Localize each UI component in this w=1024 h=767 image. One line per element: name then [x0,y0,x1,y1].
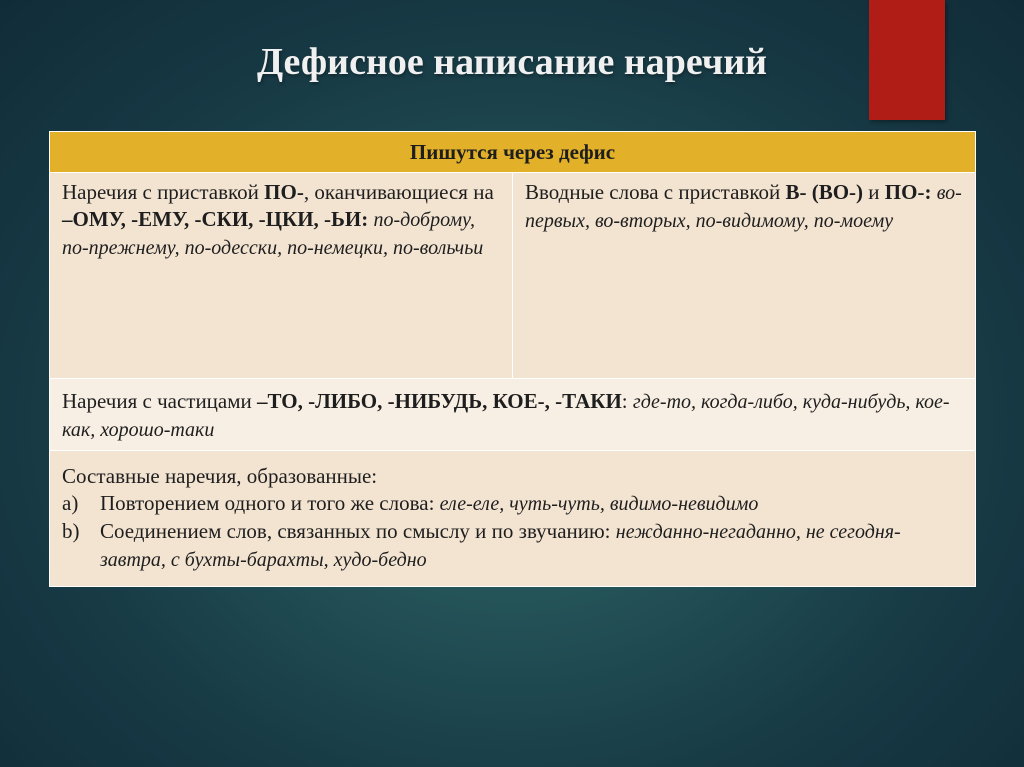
rule-text: Соединением слов, связанных по смыслу и по звучанию: [100,519,616,543]
rule-intro-words-cell [513,173,976,379]
rule-prefix: ПО-: [884,180,932,204]
rule-particles: –ТО, -ЛИБО, -НИБУДЬ, КОЕ-, -ТАКИ [257,389,622,413]
slide-title: Дефисное написание наречий [256,41,768,83]
rule-examples: еле-еле, чуть-чуть, видимо-невидимо [439,493,759,515]
rule-list [62,490,965,574]
table-row [50,379,976,451]
rule-prefix: ПО- [264,180,304,204]
hyphen-rules-table [49,131,976,587]
table-row [50,451,976,587]
rule-examples: во-первых, во-вторых, по-видимому, по-моему [525,182,962,232]
list-marker: b) [62,519,80,543]
rule-text: Наречия с приставкой [62,180,265,204]
rule-text: Вводные слова с приставкой [525,180,786,204]
list-item [62,518,965,574]
table-header-row [50,132,976,173]
rule-text: Наречия с частицами [62,389,258,413]
list-marker: a) [62,491,79,515]
rule-text: и [863,180,885,204]
rule-text: : [621,389,633,413]
table-header: Пишутся через дефис [50,132,976,173]
rule-prefix-po-cell [50,173,513,379]
rule-examples: нежданно-негаданно, не сегодня-завтра, с бухты-барахты, худо-бедно [100,521,901,571]
rule-prefix: В- (ВО-) [785,180,864,204]
rule-compound-cell [50,451,976,587]
rule-text: , оканчивающиеся на [303,180,494,204]
rule-text: Повторением одного и того же слова: [100,491,440,515]
rule-particles-cell [50,379,976,451]
rule-intro: Составные наречия, образованные: [62,464,378,488]
rule-examples: по-доброму, по-прежнему, по-одесски, по-немецки, по-вольчьи [62,209,484,259]
rule-suffixes: –ОМУ, -ЕМУ, -СКИ, -ЦКИ, -ЬИ: [62,207,369,231]
table-row [50,173,976,379]
list-item [62,490,965,518]
rule-examples: где-то, когда-либо, куда-нибудь, кое-как, хорошо-таки [62,391,950,441]
